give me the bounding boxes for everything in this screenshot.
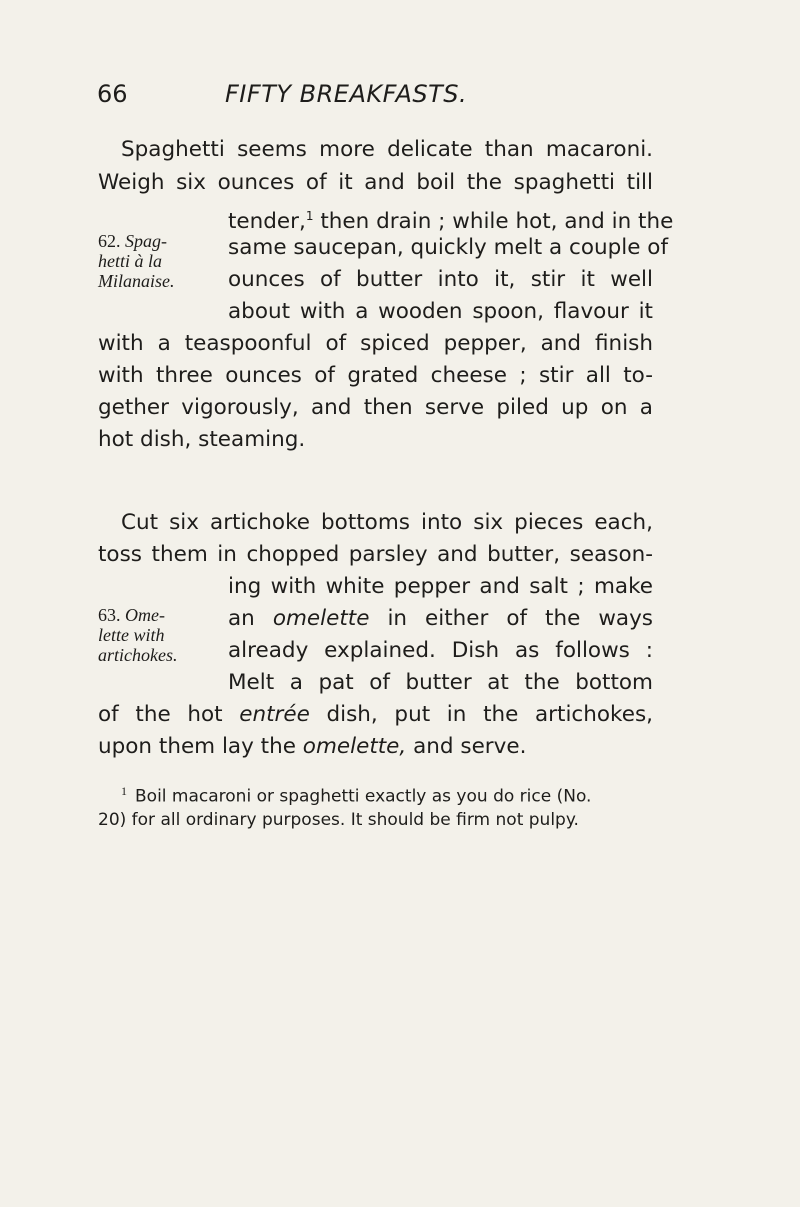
text-line [228,603,653,635]
footnote-text: Boil macaroni or spaghetti exactly as you do rice (No. [135,786,592,807]
text-line [228,200,674,235]
margin-title-line: Milanaise. [98,271,175,291]
text-run: and serve. [413,734,527,759]
margin-title-text: Spag- [125,231,167,251]
text-line: toss them in chopped parsley and butter, season- [98,542,653,567]
text-run: in either of the ways [387,606,654,631]
text-run: then drain ; while hot, and in the [320,209,674,235]
running-title: FIFTY BREAKFASTS. [225,80,468,108]
text-run-italic: omelette [272,606,370,631]
footnote-line: 20) for all ordinary purposes. It should be firm not pulpy. [98,810,579,830]
margin-title-line [98,232,167,250]
text-run: upon them lay the [98,734,296,759]
text-run: dish, put in the artichokes, [326,702,653,727]
text-line: with a teaspoonful of spiced pepper, and finish [98,331,653,356]
margin-title-line [98,606,165,624]
margin-title-line: artichokes. [98,645,178,665]
text-line: Weigh six ounces of it and boil the spaghetti till [98,170,653,195]
text-line: same saucepan, quickly melt a couple of [228,235,669,260]
text-line: about with a wooden spoon, flavour it [228,299,653,324]
text-line: gether vigorously, and then serve piled up on a [98,395,653,420]
text-line: hot dish, steaming. [98,427,306,452]
text-run-italic: omelette, [302,734,407,759]
recipe-number: 63. [98,605,121,625]
text-run-italic: entrée [239,702,310,727]
text-line: ing with white pepper and salt ; make [228,574,653,599]
text-run: tender, [228,209,306,235]
text-line: Melt a pat of butter at the bottom [228,670,653,695]
text-line: Spaghetti seems more delicate than macaroni. [121,137,653,162]
text-line [98,699,653,731]
margin-title-line: lette with [98,625,165,645]
text-line: already explained. Dish as follows : [228,638,653,663]
recipe-number: 62. [98,231,121,251]
footnote-ref: 1 [305,209,314,223]
page-number: 66 [97,80,128,108]
margin-title-text: Ome- [125,605,165,625]
text-line: ounces of butter into it, stir it well [228,267,653,292]
text-line [98,731,526,763]
text-run: an [228,606,255,631]
text-run: of the hot [98,702,223,727]
margin-title-line: hetti à la [98,251,162,271]
footnote-marker: 1 [121,784,127,798]
text-line: Cut six artichoke bottoms into six pieces each, [121,510,653,535]
text-line: with three ounces of grated cheese ; stir all to- [98,363,653,388]
